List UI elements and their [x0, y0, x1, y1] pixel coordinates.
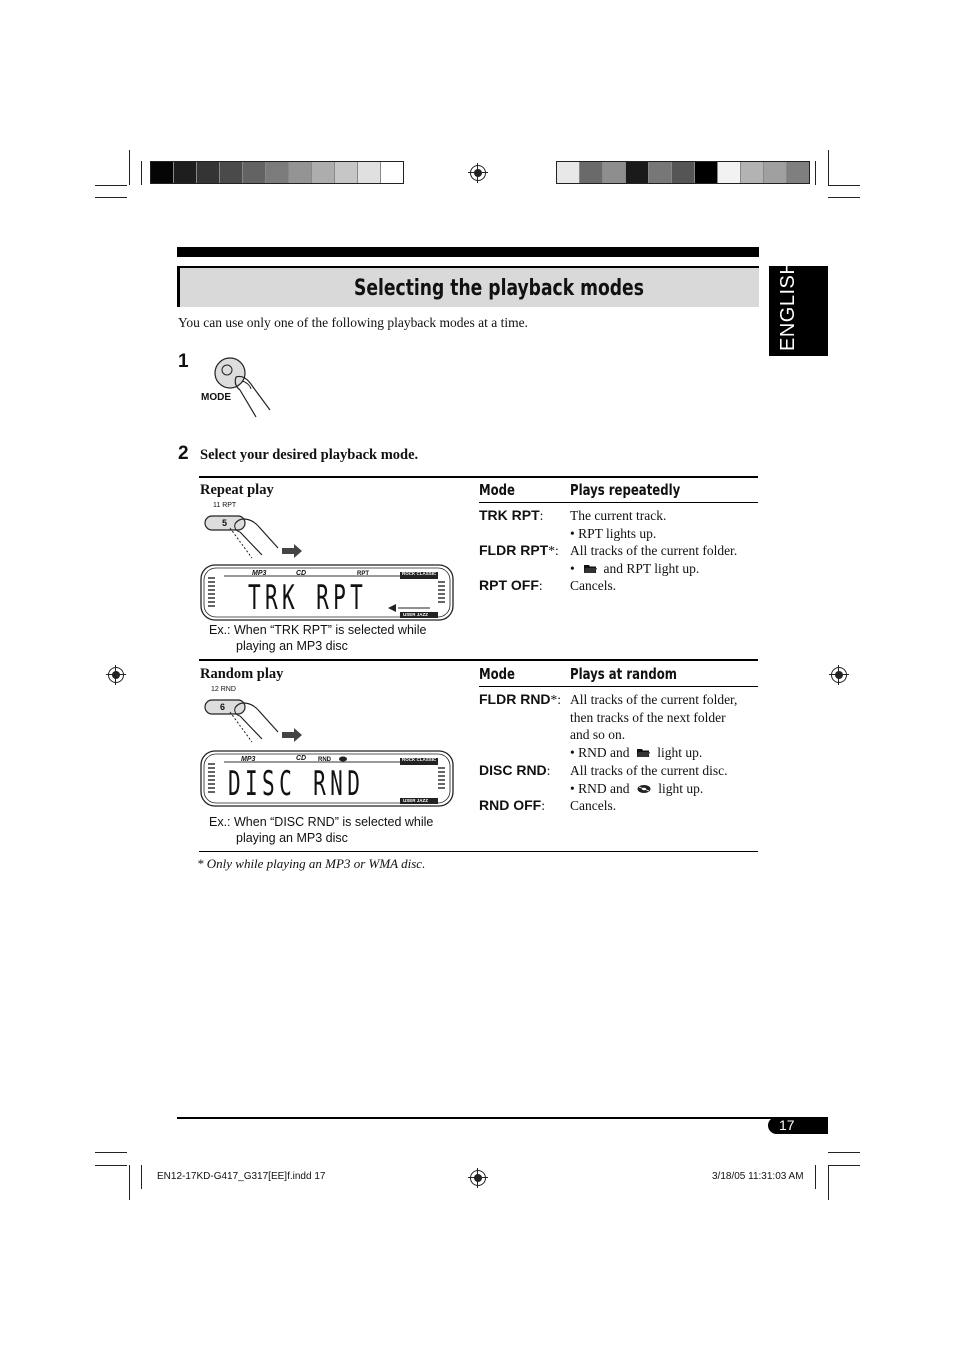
desc-line: The current track. — [570, 508, 667, 523]
repeat-row-rpt-off — [479, 577, 543, 595]
page-number-tab — [768, 1117, 828, 1134]
footer-timestamp: 3/18/05 11:31:03 AM — [712, 1171, 804, 1182]
repeat-row-fldr-rpt-desc — [570, 542, 737, 577]
random-row-disc-rnd-desc — [570, 762, 727, 797]
random-play-label: Random play — [200, 666, 284, 682]
random-header-rule — [479, 686, 758, 687]
random-row-fldr-rnd — [479, 691, 561, 709]
random-row-rnd-off-desc — [570, 797, 616, 815]
mode-suffix: *: — [548, 543, 559, 558]
repeat-button-top-label: 11 RPT — [213, 502, 237, 509]
repeat-row-fldr-rpt — [479, 542, 559, 560]
random-button-illustration — [200, 684, 310, 744]
random-caption-line-1: Ex.: When “DISC RND” is selected while — [209, 815, 434, 829]
repeat-col-plays: Plays repeatedly — [570, 481, 681, 499]
repeat-caption-line-1: Ex.: When “TRK RPT” is selected while — [209, 623, 427, 637]
desc-line: All tracks of the current disc. — [570, 763, 728, 778]
bullet-text: • RND and — [570, 780, 630, 796]
lcd-main-text: TRK RPT — [248, 578, 368, 618]
table-top-rule — [199, 476, 758, 478]
random-col-plays: Plays at random — [570, 665, 677, 683]
step-1-number: 1 — [178, 351, 189, 372]
mode-suffix: *: — [550, 692, 562, 707]
lcd-rock-classic: ROCK CLASSIC — [402, 757, 437, 762]
lcd-mp3-indicator: MP3 — [252, 570, 267, 577]
random-button-top-label: 12 RND — [211, 686, 236, 693]
bullet: • — [570, 560, 575, 576]
color-swatch-bar-left — [150, 161, 404, 184]
desc-text: and RPT light up. — [603, 560, 700, 576]
desc-line: • RPT lights up. — [570, 525, 657, 541]
mode-button-illustration — [198, 355, 278, 420]
random-button-number: 6 — [220, 702, 226, 712]
repeat-lcd-display — [200, 564, 454, 621]
footer-file: EN12-17KD-G417_G317[EE]f.indd 17 — [157, 1171, 326, 1182]
page-number: 17 — [779, 1117, 795, 1133]
repeat-row-trk-rpt-desc — [570, 507, 666, 542]
desc-line: and so on. — [570, 727, 626, 742]
repeat-caption-line-2: playing an MP3 disc — [236, 639, 348, 653]
table-middle-rule — [199, 659, 758, 661]
random-row-rnd-off — [479, 797, 545, 815]
mode-key: RND OFF — [479, 797, 542, 813]
mode-key: TRK RPT — [479, 507, 540, 523]
lcd-mp3-indicator: MP3 — [241, 756, 256, 763]
random-row-disc-rnd — [479, 762, 550, 780]
mode-suffix: : — [539, 508, 544, 523]
mode-key: FLDR RPT — [479, 542, 549, 558]
desc-line: Cancels. — [570, 798, 617, 813]
title-top-bar — [177, 247, 759, 257]
title-box — [177, 266, 759, 307]
lcd-rpt-indicator: RPT — [357, 571, 369, 577]
mode-button-label: MODE — [201, 392, 231, 403]
lcd-rnd-indicator: RND — [318, 757, 331, 763]
desc-line: Cancels. — [570, 578, 617, 593]
repeat-button-illustration — [200, 500, 310, 560]
repeat-header-rule — [479, 502, 758, 503]
language-tab — [769, 259, 828, 356]
page-title: Selecting the playback modes — [354, 276, 644, 301]
mode-suffix: : — [546, 763, 551, 778]
mode-button-icon — [198, 355, 278, 420]
language-tab-label: ENGLISH — [777, 259, 799, 351]
lcd-rock-classic: ROCK CLASSIC — [402, 571, 437, 576]
desc-line: then tracks of the next folder — [570, 709, 726, 725]
bullet-text: • RND and — [570, 744, 630, 760]
repeat-button-number: 5 — [222, 518, 228, 528]
desc-line-with-icon — [570, 560, 737, 578]
mode-suffix: : — [538, 578, 543, 593]
random-caption-line-2: playing an MP3 disc — [236, 831, 348, 845]
color-swatch-bar-right — [556, 161, 810, 184]
random-row-fldr-rnd-desc — [570, 691, 737, 761]
random-finger-icon — [200, 694, 310, 744]
mode-key: FLDR RND — [479, 691, 551, 707]
desc-line-with-icon — [570, 780, 727, 798]
repeat-play-label: Repeat play — [200, 482, 274, 498]
table-bottom-rule — [199, 851, 758, 852]
step-2-text: Select your desired playback mode. — [200, 447, 419, 463]
intro-text: You can use only one of the following playback modes at a time. — [178, 315, 528, 330]
desc-line: All tracks of the current folder, — [570, 692, 738, 707]
folder-icon — [584, 564, 597, 574]
desc-line-with-icon — [570, 744, 737, 762]
desc-text: light up. — [657, 744, 703, 760]
lcd-main-text: DISC RND — [228, 764, 365, 804]
repeat-finger-icon — [200, 510, 310, 560]
lcd-user-jazz: USER JAZZ — [403, 612, 429, 617]
repeat-row-rpt-off-desc — [570, 577, 616, 595]
lcd-cd-indicator: CD — [296, 570, 307, 577]
mode-key: RPT OFF — [479, 577, 539, 593]
disc-icon — [637, 784, 651, 794]
lcd-cd-indicator: CD — [296, 755, 307, 762]
repeat-col-mode: Mode — [479, 481, 516, 499]
random-col-mode: Mode — [479, 665, 516, 683]
step-2-number: 2 — [178, 443, 189, 464]
repeat-row-trk-rpt — [479, 507, 543, 525]
lcd-user-jazz: USER JAZZ — [403, 798, 429, 803]
footer-rule — [177, 1117, 828, 1119]
desc-text: light up. — [658, 780, 704, 796]
random-lcd-display — [200, 750, 454, 807]
desc-line: All tracks of the current folder. — [570, 543, 738, 558]
mode-key: DISC RND — [479, 762, 547, 778]
folder-icon — [637, 748, 650, 758]
footnote: * Only while playing an MP3 or WMA disc. — [197, 856, 426, 871]
mode-suffix: : — [541, 798, 545, 813]
